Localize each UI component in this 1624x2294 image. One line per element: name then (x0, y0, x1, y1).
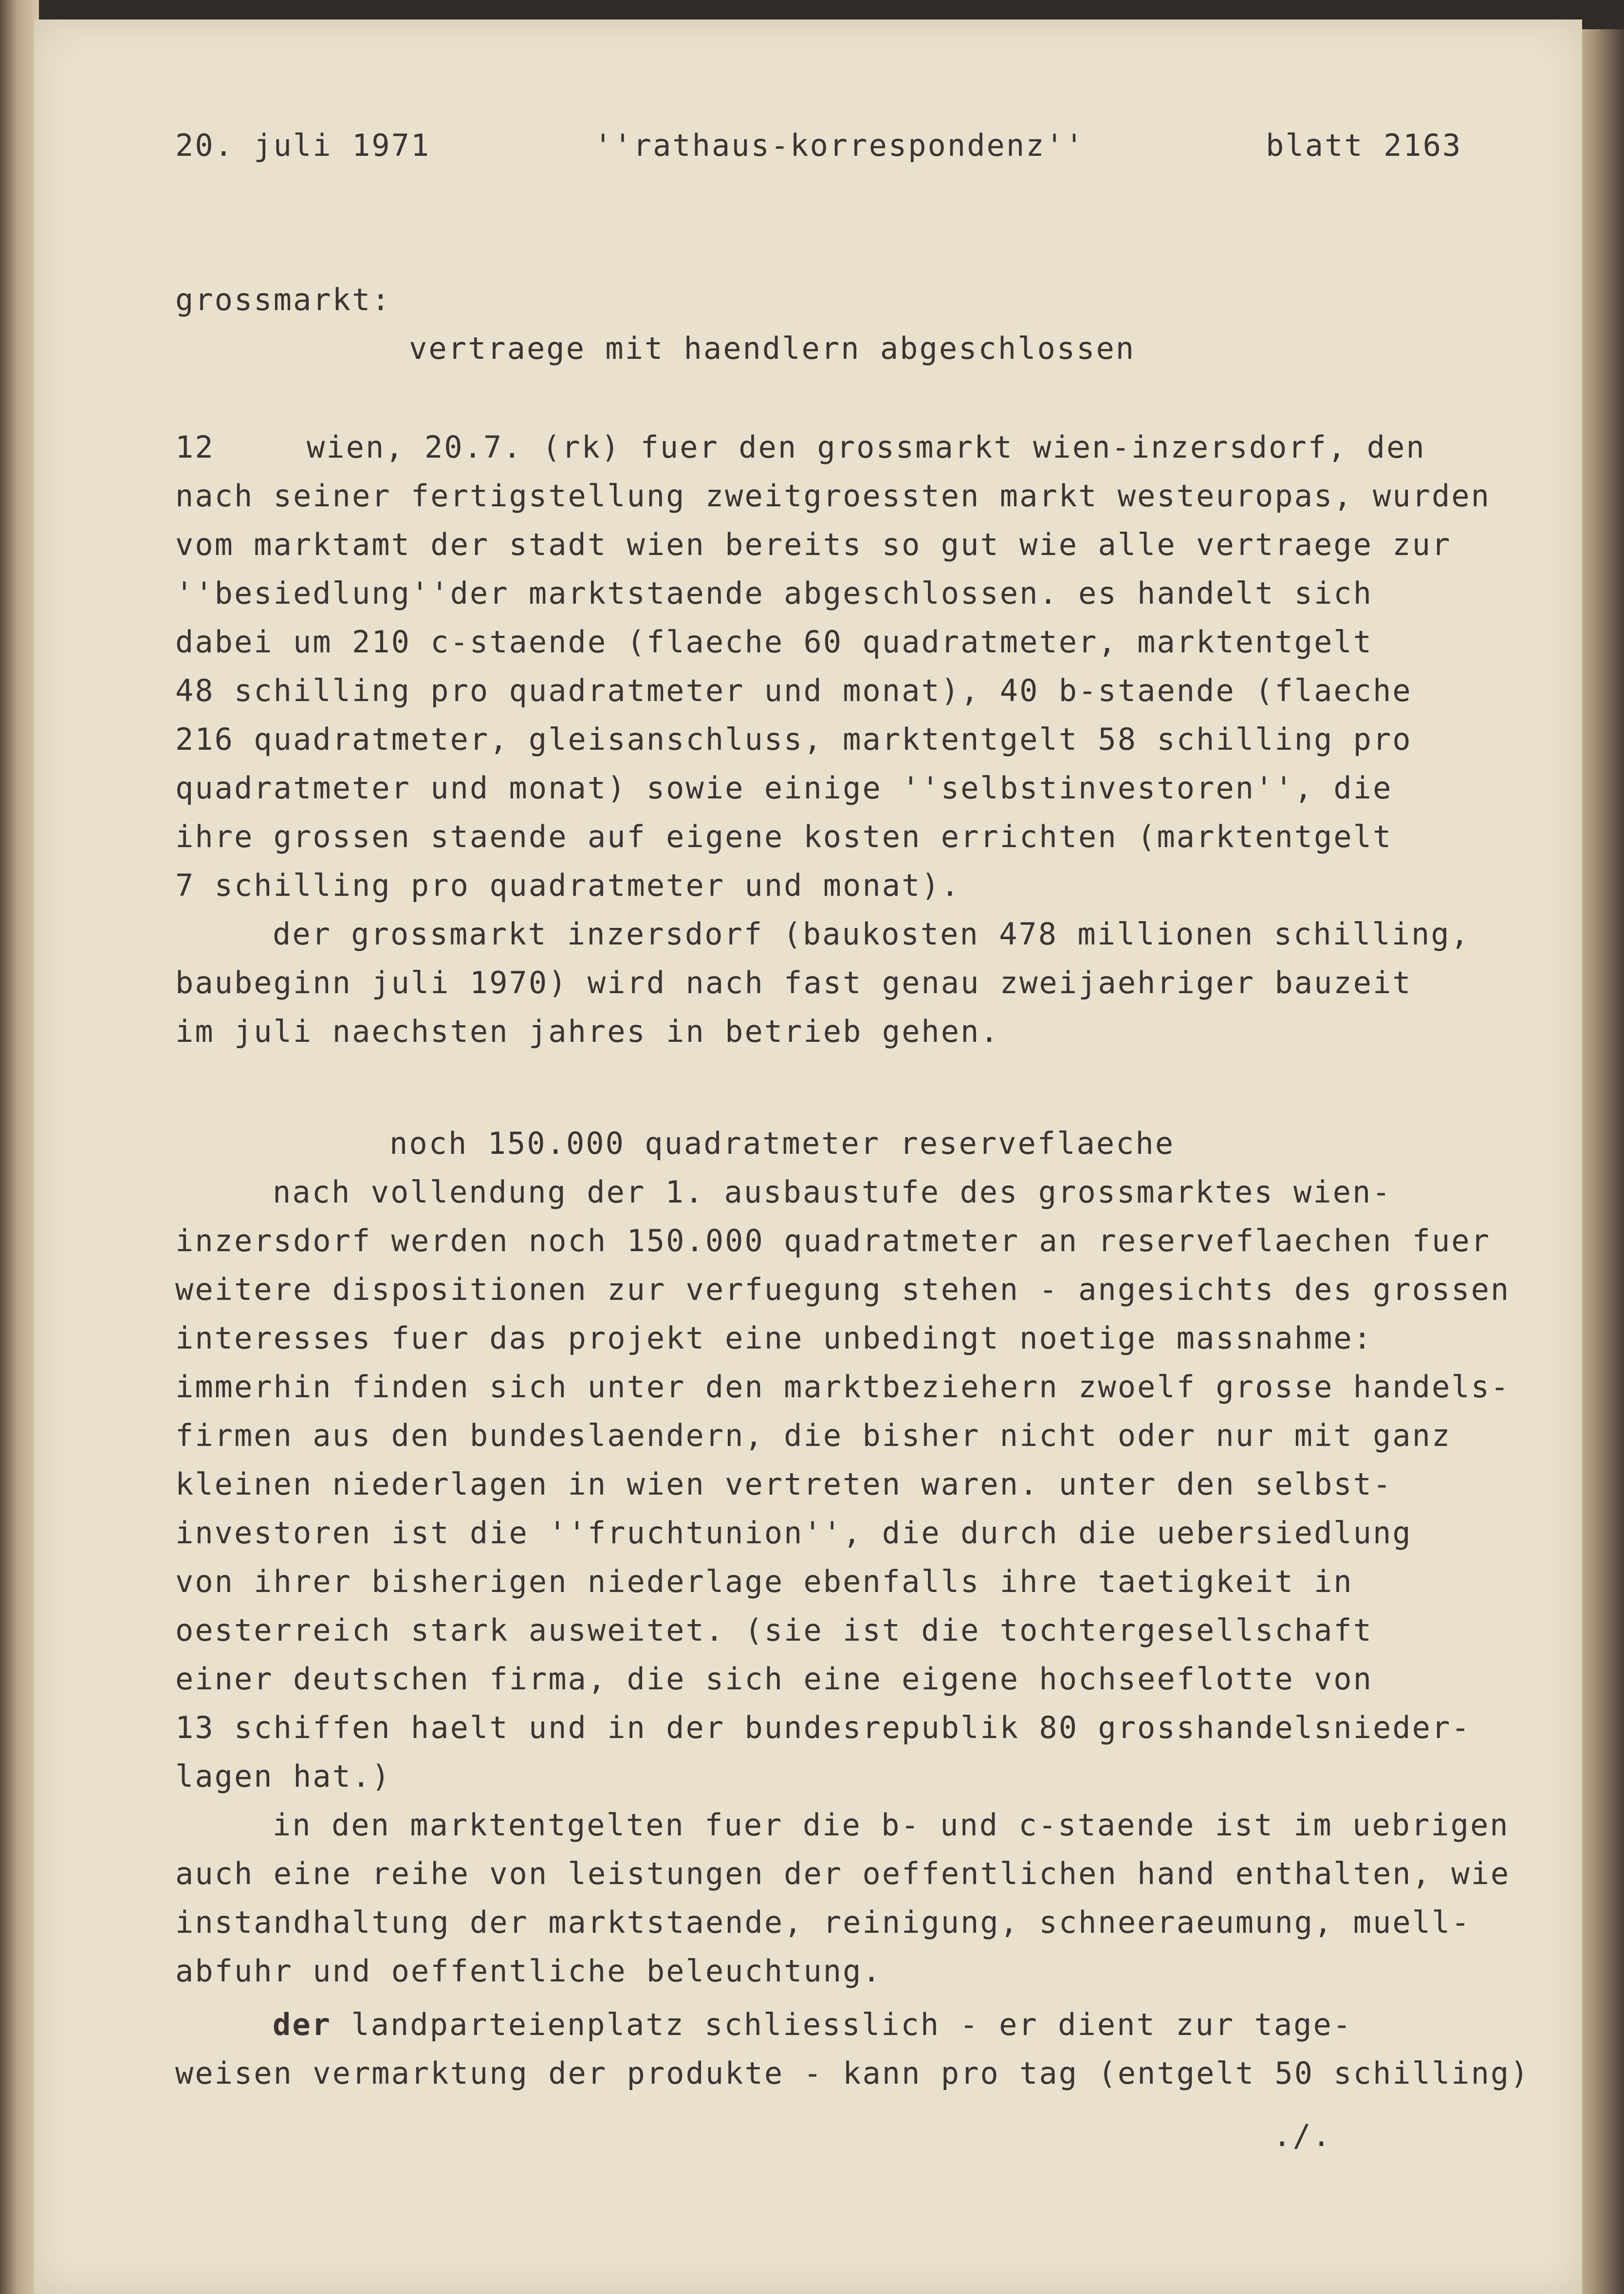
paragraph-3-line: einer deutschen firma, die sich eine eigene hochseeflotte von (175, 1661, 1373, 1697)
paragraph-1-line: vom marktamt der stadt wien bereits so gut wie alle vertraege zur (175, 527, 1452, 562)
previous-page-edge (0, 0, 39, 2294)
article-headline: vertraege mit haendlern abgeschlossen (409, 331, 1136, 366)
paragraph-1-line: ihre grossen staende auf eigene kosten errichten (marktentgelt (175, 819, 1393, 854)
article-number: 12 (175, 429, 215, 465)
paragraph-1-line: wien, 20.7. (rk) fuer den grossmarkt wien-inzersdorf, den (307, 429, 1426, 465)
paragraph-3-line: von ihrer bisherigen niederlage ebenfalls ihre taetigkeit in (175, 1564, 1353, 1599)
paragraph-5-second-line: weisen vermarktung der produkte - kann pro tag (entgelt 50 schilling) (175, 2055, 1530, 2091)
paragraph-3-line: nach vollendung der 1. ausbaustufe des grossmarktes wien- (273, 1174, 1392, 1210)
paragraph-1-line: quadratmeter und monat) sowie einige ''selbstinvestoren'', die (175, 770, 1393, 806)
paragraph-5-first-line (273, 2007, 1352, 2042)
paragraph-3-line: oesterreich stark ausweitet. (sie ist die tochtergesellschaft (175, 1612, 1373, 1648)
paragraph-1-line: nach seiner fertigstellung zweitgroessten markt westeuropas, wurden (175, 478, 1491, 514)
paragraph-4-line: in den marktentgelten fuer die b- und c-staende ist im uebrigen (273, 1807, 1510, 1843)
paragraph-4-line: abfuhr und oeffentliche beleuchtung. (175, 1953, 882, 1989)
paragraph-3-line: lagen hat.) (175, 1758, 391, 1794)
paragraph-1-line: 48 schilling pro quadratmeter und monat), 40 b-staende (flaeche (175, 673, 1412, 708)
typewritten-page (34, 19, 1582, 2294)
paragraph-1-line: 7 schilling pro quadratmeter und monat). (175, 868, 961, 903)
paragraph-1-line: 216 quadratmeter, gleisanschluss, marktentgelt 58 schilling pro (175, 722, 1412, 757)
paragraph-3-line: inzersdorf werden noch 150.000 quadratmeter an reserveflaechen fuer (175, 1223, 1491, 1258)
header-date: 20. juli 1971 (175, 128, 431, 163)
header-page-number: blatt 2163 (1266, 128, 1462, 163)
header-publication: ''rathaus-korrespondenz'' (594, 128, 1085, 163)
page-header (34, 128, 1582, 166)
paragraph-1-line: dabei um 210 c-staende (flaeche 60 quadratmeter, marktentgelt (175, 624, 1373, 660)
paragraph-3-line: 13 schiffen haelt und in der bundesrepublik 80 grosshandelsnieder- (175, 1710, 1471, 1745)
paragraph-4-line: auch eine reihe von leistungen der oeffentlichen hand enthalten, wie (175, 1856, 1511, 1891)
paragraph-3-line: kleinen niederlagen in wien vertreten waren. unter den selbst- (175, 1466, 1393, 1502)
paragraph-2-line: der grossmarkt inzersdorf (baukosten 478 millionen schilling, (273, 916, 1470, 952)
paragraph-2-line: baubeginn juli 1970) wird nach fast genau zweijaehriger bauzeit (175, 965, 1412, 1000)
paragraph-3-line: firmen aus den bundeslaendern, die bisher nicht oder nur mit ganz (175, 1418, 1452, 1453)
paragraph-1-line: ''besiedlung''der marktstaende abgeschlossen. es handelt sich (175, 575, 1373, 611)
page-content (34, 19, 1582, 2294)
paragraph-4-line: instandhaltung der marktstaende, reinigung, schneeraeumung, muell- (175, 1905, 1471, 1940)
article-topic: grossmarkt: (175, 282, 391, 317)
paragraph-3-line: weitere dispositionen zur verfuegung stehen - angesichts des grossen (175, 1272, 1511, 1307)
paragraph-3-line: investoren ist die ''fruchtunion'', die durch die uebersiedlung (175, 1515, 1412, 1551)
paragraph-2-line: im juli naechsten jahres in betrieb gehen. (175, 1014, 1000, 1049)
paragraph-3-line: interesses fuer das projekt eine unbedingt noetige massnahme: (175, 1320, 1373, 1356)
paragraph-3-line: immerhin finden sich unter den marktbeziehern zwoelf grosse handels- (175, 1369, 1511, 1405)
subheading: noch 150.000 quadratmeter reserveflaeche (389, 1126, 1175, 1161)
bold-article-word: der (273, 2007, 332, 2042)
paragraph-5-first-line-rest: landparteienplatz schliesslich - er dient zur tage- (351, 2007, 1352, 2042)
continuation-mark: ./. (1273, 2118, 1332, 2153)
